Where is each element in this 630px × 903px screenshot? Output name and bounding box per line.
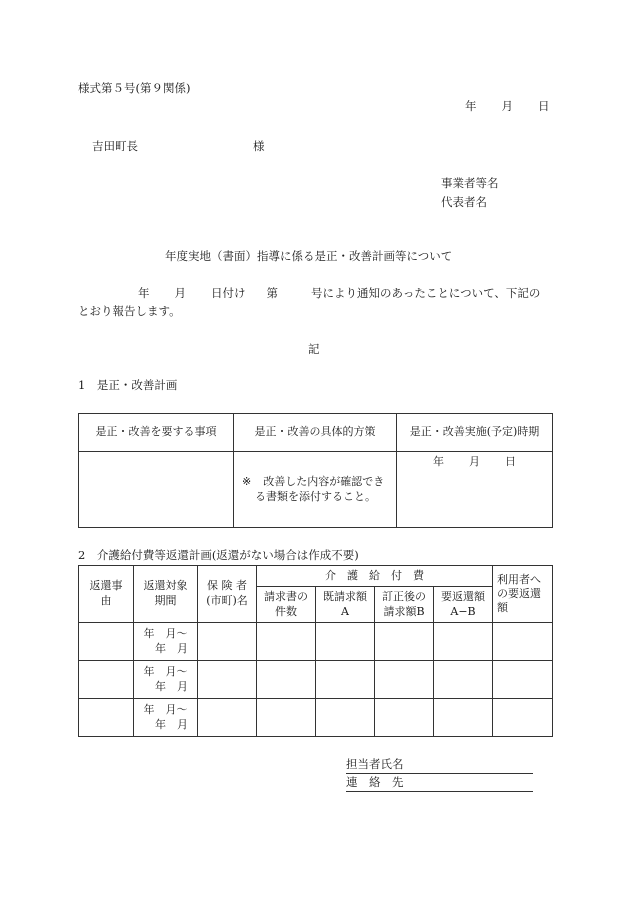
correction-plan-table [78, 413, 553, 528]
header-items-to-correct: 是正・改善を要する事項 [79, 414, 234, 452]
table-row [79, 661, 553, 699]
impl-month: 月 [469, 455, 480, 468]
note-line-1: ※ 改善した内容が確認でき [242, 474, 385, 488]
header-billed-amount: 既請求額 A [316, 587, 375, 623]
business-name-label: 事業者等名 [441, 176, 499, 190]
impl-year: 年 [433, 455, 444, 468]
body-no-prefix: 第 [266, 286, 278, 300]
representative-label: 代表者名 [441, 195, 487, 209]
body-line-2: とおり報告します。 [78, 304, 181, 318]
impl-day: 日 [505, 455, 516, 468]
addressee-name: 吉田町長 [92, 139, 138, 153]
form-number: 様式第５号(第９関係) [78, 81, 191, 95]
note-line-2: る書類を添付すること。 [255, 489, 376, 503]
body-line-1 [138, 286, 540, 302]
contact-person-label: 担当者氏名 [346, 757, 404, 771]
addressee-honorific: 様 [253, 139, 265, 153]
header-implementation-period: 是正・改善実施(予定)時期 [397, 414, 553, 452]
document-title: 年度実地（書面）指導に係る是正・改善計画等について [165, 249, 453, 263]
period-cell[interactable]: 年 月〜 年 月 [134, 661, 198, 699]
header-corrected-amount: 訂正後の 請求額B [375, 587, 434, 623]
date-month: 月 [501, 99, 513, 113]
cell-items-to-correct[interactable] [79, 452, 234, 528]
date-year: 年 [465, 99, 477, 113]
contact-person-line[interactable] [346, 757, 533, 774]
contact-line[interactable] [346, 775, 533, 792]
date-line [465, 99, 550, 115]
period-cell[interactable]: 年 月〜 年 月 [134, 623, 198, 661]
refund-plan-table [78, 565, 553, 737]
body-month: 月 [174, 286, 186, 300]
header-specific-measures: 是正・改善の具体的方策 [234, 414, 397, 452]
table-row [79, 623, 553, 661]
header-refund-period: 返還対象 期間 [134, 566, 198, 623]
section1-heading: 1 是正・改善計画 [78, 378, 178, 392]
header-refund-reason: 返還事 由 [79, 566, 134, 623]
body-dated: 日付け [211, 286, 246, 300]
header-required-refund: 要返還額 A−B [434, 587, 493, 623]
header-care-benefits: 介 護 給 付 費 [257, 566, 493, 587]
cell-implementation-period[interactable] [397, 452, 553, 528]
date-day: 日 [538, 99, 550, 113]
header-claim-count: 請求書の 件数 [257, 587, 316, 623]
header-insurer-name: 保 険 者 (市町)名 [198, 566, 257, 623]
section2-heading: 2 介護給付費等返還計画(返還がない場合は作成不要) [78, 548, 359, 562]
note-mark: ※ [242, 474, 252, 488]
contact-label: 連 絡 先 [346, 775, 404, 789]
period-cell[interactable]: 年 月〜 年 月 [134, 699, 198, 737]
body-line1-rest: 号により通知のあったことについて、下記の [311, 286, 541, 300]
ki-heading: 記 [308, 342, 320, 356]
table-row [79, 699, 553, 737]
body-year: 年 [138, 286, 150, 300]
header-user-refund: 利用者へ の要返還 額 [493, 566, 553, 623]
cell-specific-measures[interactable] [234, 452, 397, 528]
